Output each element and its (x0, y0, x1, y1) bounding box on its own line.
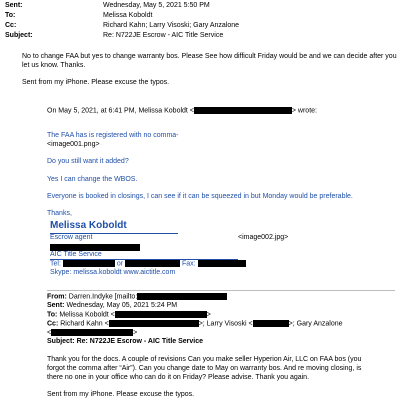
fwd-cc-value-4: < (47, 329, 52, 337)
signature-fax-label: Fax: (181, 260, 196, 268)
divider (47, 290, 395, 291)
signature-phone-row (50, 260, 246, 269)
signature-name: Melissa Koboldt (50, 220, 127, 231)
signature-title: Escrow agent (50, 234, 93, 241)
redaction-bar (109, 320, 199, 327)
body1-line-1: No to change FAA but yes to change warranty bos. Please See how difficult Friday would be and we can decide after you (22, 53, 397, 60)
signature-image-placeholder: <image002.jpg> (238, 234, 289, 241)
redaction-bar (253, 320, 289, 327)
body2-line-3: there no one in your office who can do it on Friday? Please advise. Thank you again. (47, 374, 310, 381)
fwd-sent-value: Wednesday, May 05, 2021 5:24 PM (66, 302, 178, 309)
header-to-value: Melissa Koboldt (103, 12, 153, 19)
body2-line-2: forgot the comma after “Air”). Can you change date to May on warranty bos. And re moving closing, is (47, 365, 362, 372)
redaction-bar (51, 329, 133, 336)
redaction-bar (63, 260, 115, 267)
body2-signoff: Sent from my iPhone. Please excuse the typos. (47, 391, 195, 398)
redaction-bar (194, 107, 292, 114)
fwd-cc-value-3: >; Gary Anzalone (288, 320, 343, 328)
quote-line-6: Thanks, (47, 210, 72, 217)
redaction-bar (125, 260, 180, 267)
header-to-label: To: (5, 12, 16, 19)
quote-intro-prefix: On May 5, 2021, at 6:41 PM, Melissa Koboldt < (47, 107, 194, 115)
fwd-from-label: From: (47, 293, 67, 301)
header-cc-label: Cc: (5, 22, 17, 29)
fwd-cc-label: Cc: (47, 320, 59, 328)
fwd-cc-value-2: >; Larry Visoski < (198, 320, 253, 328)
redaction-bar (115, 311, 207, 318)
redaction-bar (137, 293, 227, 300)
fwd-from-row (47, 293, 227, 302)
body2-line-1: Thank you for the docs. A couple of revisions Can you make seller Hyperion Air, LLC on FAA bos (you (47, 356, 362, 363)
fwd-subject-label: Subject: (47, 338, 75, 345)
body1-line-2: let us know. Thanks. (22, 62, 86, 69)
fwd-to-value: Melissa Koboldt < (59, 311, 115, 319)
signature-company: AIC Title Service (50, 251, 102, 258)
fwd-cc-value-5: > (133, 329, 138, 337)
fwd-sent-row (47, 302, 177, 311)
fwd-to-end: > (206, 311, 211, 319)
quote-line-5: Everyone is booked in closings, I can see if it can be squeezed in but Monday would be preferable. (47, 193, 353, 200)
header-subject-value: Re: N722JE Escrow - AIC Title Service (103, 32, 224, 39)
fwd-subject-row (47, 338, 203, 347)
body1-signoff: Sent from my iPhone. Please excuse the typos. (22, 79, 170, 86)
redaction-bar (198, 260, 246, 267)
fwd-to-label: To: (47, 311, 58, 319)
quote-intro-suffix: > wrote: (291, 107, 317, 115)
fwd-to-row (47, 311, 211, 320)
quote-line-3: Do you still want it added? (47, 158, 129, 165)
signature-tel-label: Tel: (50, 260, 61, 268)
quote-line-4: Yes I can change the WBOS. (47, 176, 138, 183)
redaction-bar (50, 244, 140, 251)
fwd-cc-row (47, 320, 343, 329)
header-sent-label: Sent: (5, 2, 23, 9)
signature-skype-link[interactable]: Skype: melissa.koboldt www.aictitle.com (50, 269, 176, 276)
header-cc-value: Richard Kahn; Larry Visoski; Gary Anzalone (103, 22, 240, 29)
header-sent-value: Wednesday, May 5, 2021 5:50 PM (103, 2, 210, 9)
fwd-cc-value-1: Richard Kahn < (60, 320, 109, 328)
header-subject-label: Subject: (5, 32, 33, 39)
fwd-cc-row-2 (47, 329, 137, 338)
fwd-sent-label: Sent: (47, 302, 65, 309)
fwd-subject-value: Re: N722JE Escrow - AIC Title Service (76, 338, 204, 345)
quote-image-placeholder-1: <image001.png> (47, 141, 100, 148)
quote-line-1: The FAA has is registered with no comma- (47, 132, 179, 139)
signature-or-label: or (116, 260, 124, 268)
fwd-from-value: Darren.Indyke [mailto: (68, 293, 138, 301)
quote-intro (47, 107, 317, 116)
